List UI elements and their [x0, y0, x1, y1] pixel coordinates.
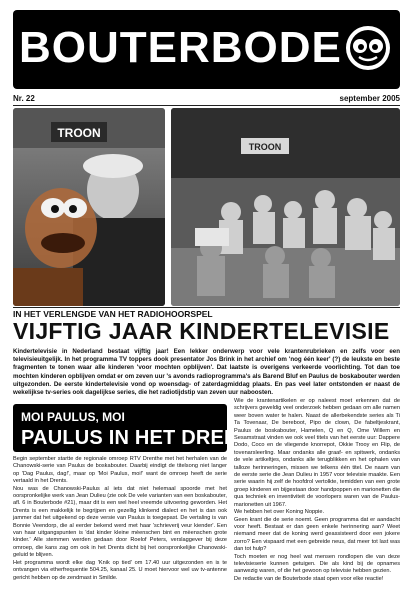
- masthead-title: BOUTERBODE: [19, 23, 342, 72]
- paragraph: Wie de krantenartikelen er op naleest moet erkennen dat de schrijvers geweldig veel onderzoek hebben gedaan om alle namen weer boven water te halen. Naast de allerbekendste series als Ti Ta Tovenaar, De bereboot, Pipo de clown, De fabeltjeskrant, Paulus de boskabouter, Hamelen, Q en Q, Ome Willem en Sesamstraat vinden we ook veel titels van het eerste uur: Dappere Dodo, Coco en de vliegende knorrepot, Okkie Trooy en Flip, de tovenarsleerling. Maar ondanks alle graaf- en spitwerk, ondanks de vele artikeltjes, ondanks alle terugblikken en het ophalen van talloze herinneringen, missen we telkens één titel. De naam van de eerste serie die Jean Dulieu in 1957 voor televisie maakte. Een serie waarin hij zelf de hoofdrol vertolkte, temidden van een grote groep kinderen en bijgestaan door handpoppen en marionetten die qua techniek en inventiviteit de voorlopers waren van de Paulus-marionetten uit 1967.: [234, 398, 400, 508]
- divider: [13, 105, 400, 106]
- paragraph: Nou was de Chanowski-Paulus al iets dat niet helemaal spoorde met het oorspronkelijke werk van Jean Dulieu (zie ook De vele varianten van een boskabouter, afl. 6 in Bouterbode #21), maar dit is een wel heel vreemde uitvoering geworden. Het Drents is een makkelijk te begrijpen en gezellig klinkend dialect en het is dan ook jammer dat het uitgekend op deze versie van Paulus is toegepast. De vertaling is van Bonnie Veendorp, die al eerder bekend werd met haar 'schrieverij veur kiender'. Een van haar uitgangspunten is 'dat kinder kleine mèenschen bint en mèenschen grote kinder.' Alle stemmen werden gedaan door Roelof Peters, verslaggever bij deze omroep, die kans zag om ook in het Drents dicht bij het oorspronkelijke Chanowski-geluid te blijven.: [13, 485, 227, 559]
- paragraph: De redactie van de Bouterbode staat open voor elke reactie!: [234, 575, 384, 582]
- paragraph: Het programma wordt elke dag 'Knik op tied' om 17.40 uur uitgezonden en is te ontvangen via etherfrequentie 504.25, kanaal 25. U moet hiervoor wel uw tv-antenne gericht hebben op de zendmast in Smilde.: [13, 559, 227, 581]
- masthead: [13, 10, 400, 89]
- sub-article-headline: PAULUS IN HET DRENTS: [21, 427, 265, 449]
- paragraph: Begin september startte de regionale omroep RTV Drenthe met het herhalen van de Chanowski-serie van Paulus de boskabouter. Daarbij eindigt de titelsong niet langer op 'Dag Paulus, dag!', maar op 'Moi Paulus, moi!' want de omroep heeft de serie vertaald in het Drents.: [13, 456, 227, 485]
- right-column-body: [234, 398, 400, 583]
- issue-number: Nr. 22: [13, 94, 35, 103]
- photo-puppet-with-man: [13, 108, 165, 306]
- article-lead: Kindertelevisie in Nederland bestaat vijftig jaar! Een lekker onderwerp voor vele krantenrubrieken en zelfs voor een televisieuitgelijk. In het programma TV toppers dook presentator Jos Brink in het archief om 'nog één keer' (?) de leukste en beste fragmenten te tonen waar alle kinderen 'voor mochten opblijven'. Dat laatste is overigens verkeerde voorlichting. Tot dan toe mochten kinderen opblijven omdat er om zeven uur 's avonds radioprogramma's als Barend Bluf en Paulus de boskabouter werden uitgezonden. De eerste kindertelevisie vond op woensdag- of zaterdagmiddag plaats. En pas veel later ontstonden er naast de wekelijkse tv-series ook dagelijkse series, die het radiotijdstip van zeven uur naboosten.: [13, 348, 400, 397]
- tv-round-logo-icon: [344, 24, 392, 72]
- paragraph: We hebben het over Koning Noppie.: [234, 509, 325, 516]
- sub-article-header: [13, 404, 265, 452]
- article-kicker: IN HET VERLENGDE VAN HET RADIOHOORSPEL: [13, 309, 213, 319]
- photo-group-of-children: [171, 108, 400, 306]
- divider: [13, 307, 400, 308]
- paragraph: Geen krant die de serie noemt. Geen programma dat er aandacht voor heeft. Bestaat er dan geen enkele herinnering aan? Weet niemand meer dat de koning werd geassisteerd door een jokere zorro? Een vispaard met een gebreide neus, dat meer tot last was dan tot hulp?: [234, 516, 400, 553]
- paragraph: Toch moeten er nog heel wat mensen rondlopen die van deze televisieserie kunnen getuigen. Die als kind bij de opnames aanwezig waren, of die het gewoon op televisie hebben gezien.: [234, 553, 400, 575]
- sub-article-body: [13, 456, 227, 582]
- issue-date: september 2005: [339, 94, 400, 103]
- sub-article-kicker: MOI PAULUS, MOI: [21, 410, 125, 424]
- sign-text: TROON: [57, 126, 101, 140]
- sign-text: TROON: [248, 142, 282, 152]
- article-headline: VIJFTIG JAAR KINDERTELEVISIE: [13, 318, 390, 344]
